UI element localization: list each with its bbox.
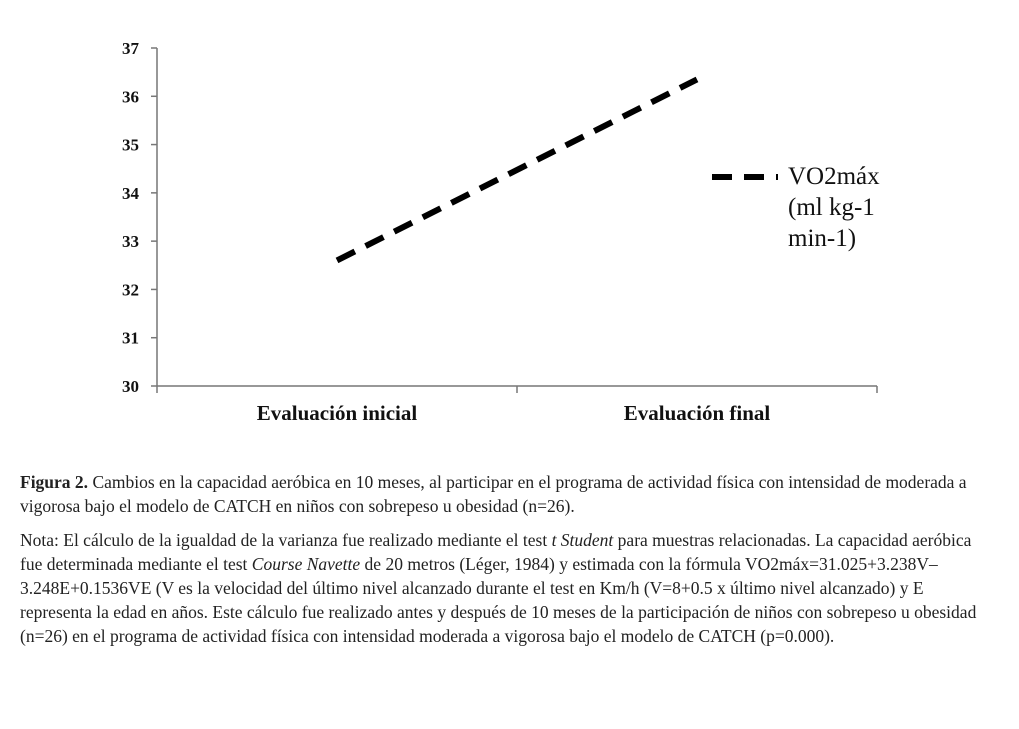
y-tick-label: 32 [122,280,139,300]
y-tick-label: 37 [122,39,139,58]
y-tick-label: 33 [122,232,139,252]
y-axis [122,39,157,396]
x-axis [157,386,877,425]
y-tick-label: 35 [122,135,139,155]
legend-label: (ml kg-1 [788,194,875,221]
legend [712,163,880,252]
figure-note [20,528,985,648]
y-tick-label: 36 [122,87,139,107]
note-text-1: Nota: El cálculo de la igualdad de la varianza fue realizado mediante el test [20,530,552,550]
note-text-3: de 20 metros (Léger, 1984) y estimada con la fórmula VO2máx=31.025+3.238V– 3.248E+0.1536VE (V es la velocidad del último nivel alcanzado durante el test en Km/h (V=8+0.5 x último nivel alcanzado) y E representa la edad en años. Este cálculo fue realizado antes y después de 10 meses de la participación de niños con sobrepeso u obesidad (n=26) en el programa de actividad física con intensidad moderada a vigorosa bajo el modelo de CATCH (p=0.000). [20,554,977,646]
figure-text: Cambios en la capacidad aeróbica en 10 meses, al participar en el programa de actividad física con intensidad de moderada a vigorosa bajo el modelo de CATCH en niños con sobrepeso u obesidad (n=26). [20,472,967,516]
note-italic-1: t Student [551,530,614,550]
note-italic-2: Course Navette [251,554,361,574]
series-group [337,79,697,260]
x-tick-label: Evaluación inicial [256,401,418,425]
figure-label: Figura 2. [20,472,89,492]
series-line-vo2max [337,79,697,260]
legend-label: min-1) [788,225,857,252]
figure-caption [20,470,985,648]
legend-label: VO2máx [788,163,880,190]
figure-description [20,470,985,518]
y-tick-label: 31 [122,328,139,348]
x-tick-label: Evaluación final [623,401,771,425]
y-tick-label: 34 [122,183,139,203]
note-text-2: para muestras relacionadas. La capacidad aeróbica fue determinada mediante el test [20,530,972,574]
y-tick-label: 30 [122,377,139,396]
